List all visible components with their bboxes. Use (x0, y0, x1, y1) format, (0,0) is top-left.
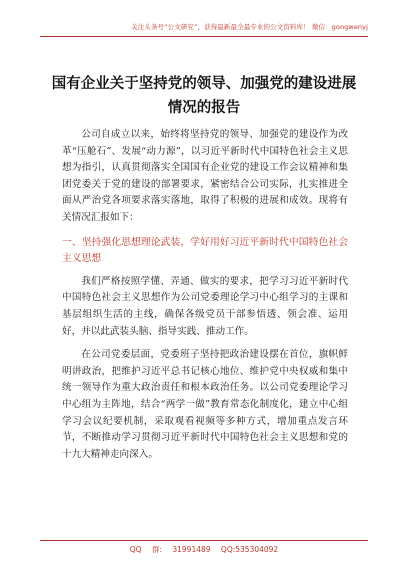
header-divider (40, 36, 368, 37)
section-heading-1: 一、坚持强化思想理论武装，学好用好习近平新时代中国特色社会主义思想 (62, 236, 348, 265)
body-paragraph-2: 在公司党委层面，党委班子坚持把政治建设摆在首位，旗帜鲜明讲政治，把维护习近平总书记核心地位、维护党中央权威和集中统一领导作为重大政治责任和根本政治任务。以公司党委理论学习中心组为主阵地，结合“两学一做”教育常态化制度化，建立中心组学习会议纪要机制，采取观看视频等多种方式，增加重点发言环节，不断推动学习贯彻习近平新时代中国特色社会主义思想和党的十九大精神走向深入。 (62, 349, 348, 460)
footer-contact: QQ 群: 31991489 QQ:535304092 (129, 545, 279, 554)
header-note: 关注头条号“公文研究”，获得最新最全最专业的公文资料库！ 微信：gongwenyj (131, 23, 368, 31)
document-body (62, 127, 348, 463)
body-paragraph-1: 我们严格按照学懂、弄通、做实的要求，把学习习近平新时代中国特色社会主义思想作为公司党委理论学习中心组学习的主课和基层组织生活的主线，确保各级党员干部参悟透、领会准、运用好，并以此武装头脑、指导实践、推动工作。 (62, 275, 348, 337)
document-title: 国有企业关于坚持党的领导、加强党的建设进展情况的报告 (51, 76, 357, 116)
footer-divider (40, 540, 368, 541)
intro-paragraph: 公司自成立以来，始终将坚持党的领导、加强党的建设作为改革“压舱石”、发展“动力源”，以习近平新时代中国特色社会主义思想为指引，认真贯彻落实全国国有企业党的建设工作会议精神和集团党委关于党的建设的部署要求，紧密结合公司实际，扎实推进全面从严治党各项要求落实落地，取得了积极的进展和成效。现将有关情况汇报如下： (62, 129, 348, 223)
